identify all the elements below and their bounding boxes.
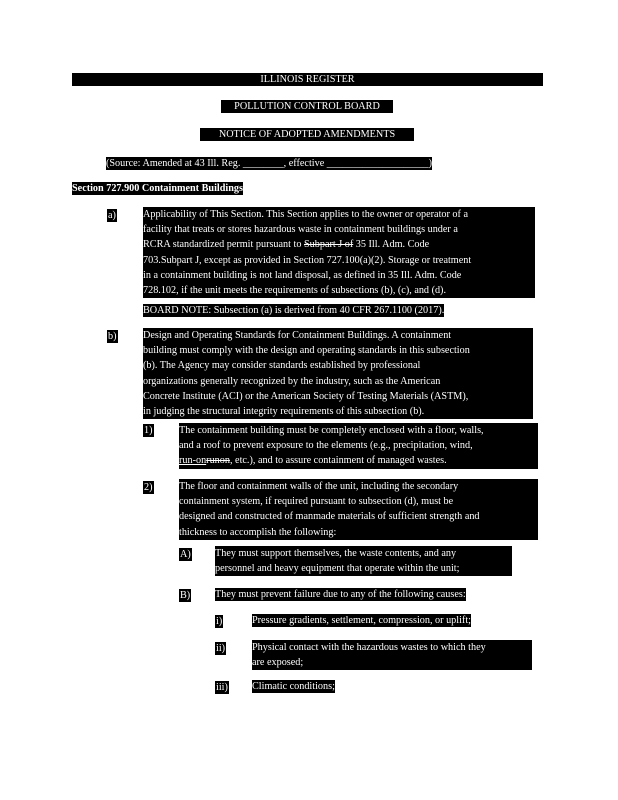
- subsection-b-line: in judging the structural integrity requirements of this subsection (b).: [143, 406, 425, 418]
- source-note: (Source: Amended at 43 Ill. Reg. ________, effective ____________________): [106, 158, 433, 169]
- section-title: Section 727.900 Containment Buildings: [72, 183, 243, 194]
- subsection-b2bii-marker: ii): [216, 643, 226, 654]
- notice-header: NOTICE OF ADOPTED AMENDMENTS: [200, 128, 414, 141]
- register-header: ILLINOIS REGISTER: [72, 73, 543, 86]
- subsection-b2a-marker: A): [180, 549, 191, 560]
- subsection-b2biii-marker: iii): [216, 682, 228, 693]
- subsection-b2-line: designed and constructed of manmade materials of sufficient strength and: [179, 511, 480, 523]
- subsection-b2bii-line: Physical contact with the hazardous wastes to which they: [252, 642, 486, 653]
- subsection-b-marker: b): [108, 331, 117, 342]
- subsection-b2bi-marker: i): [216, 616, 223, 627]
- subsection-a-line: in a containment building is not land disposal, as defined in 35 Ill. Adm. Code: [143, 269, 462, 281]
- subsection-b1-line: The containment building must be completely enclosed with a floor, walls,: [179, 425, 484, 436]
- subsection-b-line: building must comply with the design and operating standards in this subsection: [143, 345, 470, 357]
- subsection-a-marker: a): [108, 210, 116, 221]
- subsection-b2b-marker: B): [180, 590, 191, 601]
- subsection-b-text: [143, 328, 533, 419]
- subsection-a-line: 703.Subpart J, except as provided in Section 727.100(a)(2). Storage or treatment: [143, 254, 472, 266]
- subsection-a-line: 728.102, if the unit meets the requirements of subsections (b), (c), and (d).: [143, 285, 446, 297]
- subsection-b1-text: [179, 423, 538, 469]
- subsection-b-line: organizations generally recognized by the industry, such as the American: [143, 375, 441, 387]
- deleted-text: runon: [206, 455, 230, 467]
- subsection-b2bii-line: are exposed;: [252, 657, 304, 669]
- deleted-text: Subpart J of: [304, 239, 354, 251]
- subsection-b2a-text: [215, 546, 512, 576]
- subsection-b2b-text: They must prevent failure due to any of the following causes:: [215, 589, 466, 600]
- subsection-a-line3-pre: RCRA standardized permit pursuant to: [143, 239, 304, 251]
- subsection-b2-line: The floor and containment walls of the unit, including the secondary: [179, 481, 459, 492]
- subsection-b2-line: thickness to accomplish the following:: [179, 526, 337, 538]
- subsection-b-line: Design and Operating Standards for Containment Buildings. A containment: [143, 330, 452, 341]
- subsection-b2a-line: They must support themselves, the waste contents, and any: [215, 548, 457, 559]
- subsection-b2biii-text: Climatic conditions;: [252, 681, 335, 692]
- subsection-a-line: [143, 237, 535, 252]
- subsection-b2bii-text: [252, 640, 532, 670]
- subsection-b1-line: [179, 453, 538, 468]
- subsection-a-line: facility that treats or stores hazardous waste in containment buildings under a: [143, 224, 458, 236]
- subsection-b2-marker: 2): [144, 482, 153, 493]
- subsection-b1-marker: 1): [144, 425, 153, 436]
- board-note: BOARD NOTE: Subsection (a) is derived from 40 CFR 267.1100 (2017).: [143, 305, 445, 316]
- subsection-a-line: Applicability of This Section. This Section applies to the owner or operator of a: [143, 209, 468, 220]
- subsection-b2-text: [179, 479, 538, 540]
- subsection-a-text: [143, 207, 535, 298]
- subsection-b2bi-text: Pressure gradients, settlement, compression, or uplift;: [252, 615, 471, 626]
- subsection-b2a-line: personnel and heavy equipment that operate within the unit;: [215, 563, 460, 575]
- added-text: run-on: [179, 455, 207, 467]
- board-header: POLLUTION CONTROL BOARD: [221, 100, 393, 113]
- subsection-b-line: Concrete Institute (ACI) or the American Society of Testing Materials (ASTM),: [143, 390, 469, 402]
- subsection-b1-line: and a roof to prevent exposure to the elements (e.g., precipitation, wind,: [179, 440, 473, 452]
- subsection-b2-line: containment system, if required pursuant to subsection (d), must be: [179, 496, 454, 508]
- subsection-b-line: (b). The Agency may consider standards established by professional: [143, 360, 421, 372]
- subsection-b1-line3-post: , etc.), and to assure containment of managed wastes.: [229, 455, 447, 467]
- subsection-a-line3-post: 35 Ill. Adm. Code: [353, 239, 430, 251]
